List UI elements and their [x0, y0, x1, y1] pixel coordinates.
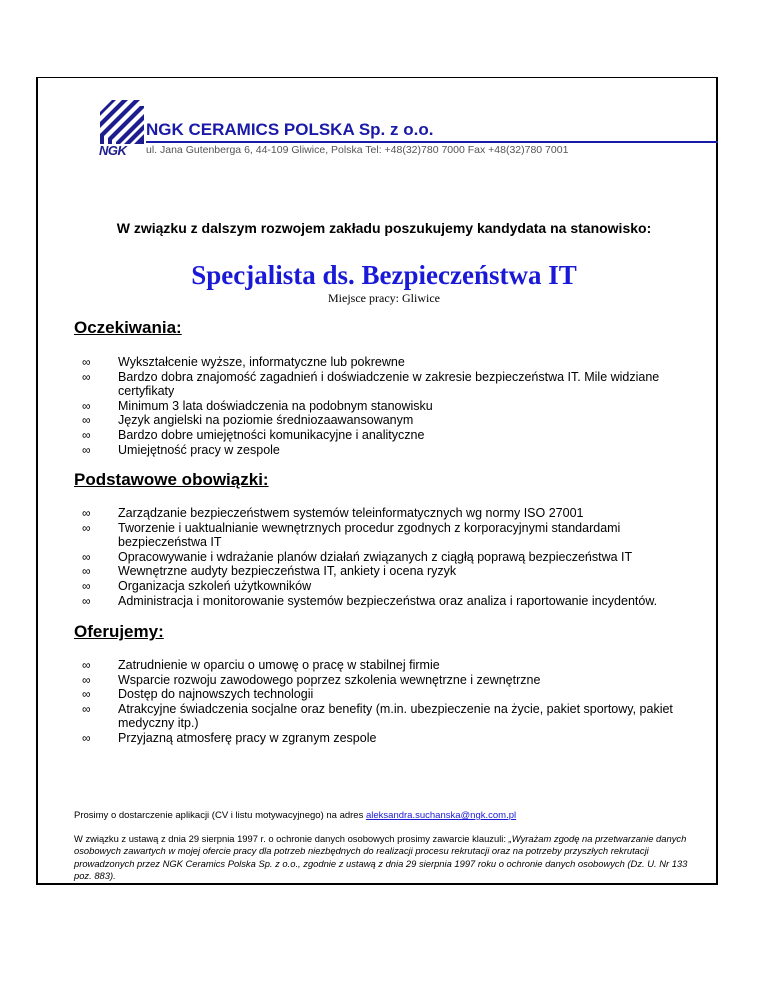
intro-text: W związku z dalszym rozwojem zakładu poszukujemy kandydata na stanowisko: [116, 220, 652, 236]
apply-instructions [74, 810, 516, 821]
list-item-text: Dostęp do najnowszych technologii [118, 687, 314, 702]
list-item-text: Zatrudnienie w oparciu o umowę o pracę w stabilnej firmie [118, 658, 440, 672]
list-item-text: Bardzo dobra znajomość zagadnień i doświadczenie w zakresie bezpieczeństwa IT. Mile widziane certyfikaty [118, 369, 660, 399]
list-item [74, 594, 674, 609]
list-item [74, 564, 674, 579]
list-item [74, 370, 674, 399]
list-item [74, 702, 674, 731]
bullet-icon: ∞ [82, 564, 91, 579]
bullet-icon: ∞ [82, 658, 91, 672]
email-link[interactable]: aleksandra.suchanska@ngk.com.pl [365, 810, 517, 821]
logo-wordmark: NGK [99, 143, 127, 158]
bullet-icon: ∞ [82, 398, 91, 413]
list-item [74, 550, 674, 565]
bullet-icon: ∞ [82, 672, 91, 687]
list-item-text: Bardzo dobre umiejętności komunikacyjne i analityczne [118, 427, 425, 442]
bullet-icon: ∞ [82, 701, 91, 716]
list-item [74, 399, 674, 414]
duties-heading: Podstawowe obowiązki: [74, 470, 269, 489]
list-item-text: Zarządzanie bezpieczeństwem systemów teleinformatycznych wg normy ISO 27001 [118, 506, 584, 520]
bullet-icon: ∞ [82, 578, 91, 593]
list-item-text: Umiejętność pracy w zespole [118, 442, 280, 457]
list-item [74, 731, 674, 746]
list-item [74, 443, 674, 458]
offer-heading: Oferujemy: [74, 622, 164, 641]
duties-list [74, 506, 674, 608]
list-item [74, 521, 674, 550]
list-item-text: Administracja i monitorowanie systemów bezpieczeństwa oraz analiza i raportowanie incydentów. [118, 593, 658, 608]
bullet-icon: ∞ [82, 442, 91, 457]
bullet-icon: ∞ [82, 730, 91, 745]
list-item-text: Atrakcyjne świadczenia socjalne oraz benefity (m.in. ubezpieczenie na życie, pakiet sportowy, pakiet medyczny itp.) [118, 701, 673, 731]
expectations-heading: Oczekiwania: [74, 318, 182, 337]
offer-list [74, 658, 674, 746]
list-item-text: Wykształcenie wyższe, informatyczne lub pokrewne [118, 355, 405, 369]
ngk-logo-icon [100, 100, 144, 144]
company-name: NGK CERAMICS POLSKA Sp. z o.o. [146, 120, 434, 139]
bullet-icon: ∞ [82, 355, 91, 369]
list-item-text: Przyjazną atmosferę pracy w zgranym zespole [118, 730, 377, 745]
list-item [74, 579, 674, 594]
list-item-text: Tworzenie i uaktualnianie wewnętrznych procedur zgodnych z korporacyjnymi standardami bezpieczeństwa IT [118, 520, 621, 550]
list-item-text: Minimum 3 lata doświadczenia na podobnym stanowisku [118, 398, 433, 413]
clause-intro: W związku z ustawą z dnia 29 sierpnia 1997 r. o ochronie danych osobowych prosimy zawarcie klauzuli: [74, 833, 509, 844]
bullet-icon: ∞ [82, 593, 91, 608]
expectations-list [74, 355, 674, 457]
list-item [74, 413, 674, 428]
list-item [74, 673, 674, 688]
bullet-icon: ∞ [82, 369, 91, 384]
list-item [74, 428, 674, 443]
clause-quote: „Wyrażam zgodę na przetwarzanie danych osobowych zawartych w mojej ofercie pracy dla potrzeb niezbędnych do realizacji procesu rekrutacji oraz na potrzeby przyszłych rekrutacji prowadzonych przez NGK Ceramics Polska Sp. z o.o., zgodnie z ustawą z dnia 29 sierpnia 1997 roku o ochronie danych osobowych (Dz. U. Nr 133 poz. 883). [74, 833, 688, 882]
company-address: ul. Jana Gutenberga 6, 44-109 Gliwice, Polska Tel: +48(32)780 7000 Fax +48(32)780 7001 [146, 144, 569, 156]
list-item [74, 506, 674, 521]
apply-text: Prosimy o dostarczenie aplikacji (CV i listu motywacyjnego) na adres [74, 810, 366, 821]
job-location: Miejsce pracy: Gliwice [328, 291, 440, 305]
list-item [74, 658, 674, 673]
bullet-icon: ∞ [82, 520, 91, 535]
bullet-icon: ∞ [82, 506, 91, 520]
list-item [74, 355, 674, 370]
privacy-clause [74, 833, 699, 883]
header-rule [146, 141, 718, 143]
job-title: Specjalista ds. Bezpieczeństwa IT [191, 260, 577, 290]
list-item-text: Organizacja szkoleń użytkowników [118, 578, 312, 593]
list-item [74, 687, 674, 702]
bullet-icon: ∞ [82, 413, 91, 428]
list-item-text: Wsparcie rozwoju zawodowego poprzez szkolenia wewnętrzne i zewnętrzne [118, 672, 541, 687]
list-item-text: Opracowywanie i wdrażanie planów działań związanych z ciągłą poprawą bezpieczeństwa IT [118, 549, 633, 564]
bullet-icon: ∞ [82, 687, 91, 702]
list-item-text: Wewnętrzne audyty bezpieczeństwa IT, ankiety i ocena ryzyk [118, 564, 457, 579]
bullet-icon: ∞ [82, 427, 91, 442]
bullet-icon: ∞ [82, 549, 91, 564]
list-item-text: Język angielski na poziomie średniozaawansowanym [118, 413, 414, 428]
